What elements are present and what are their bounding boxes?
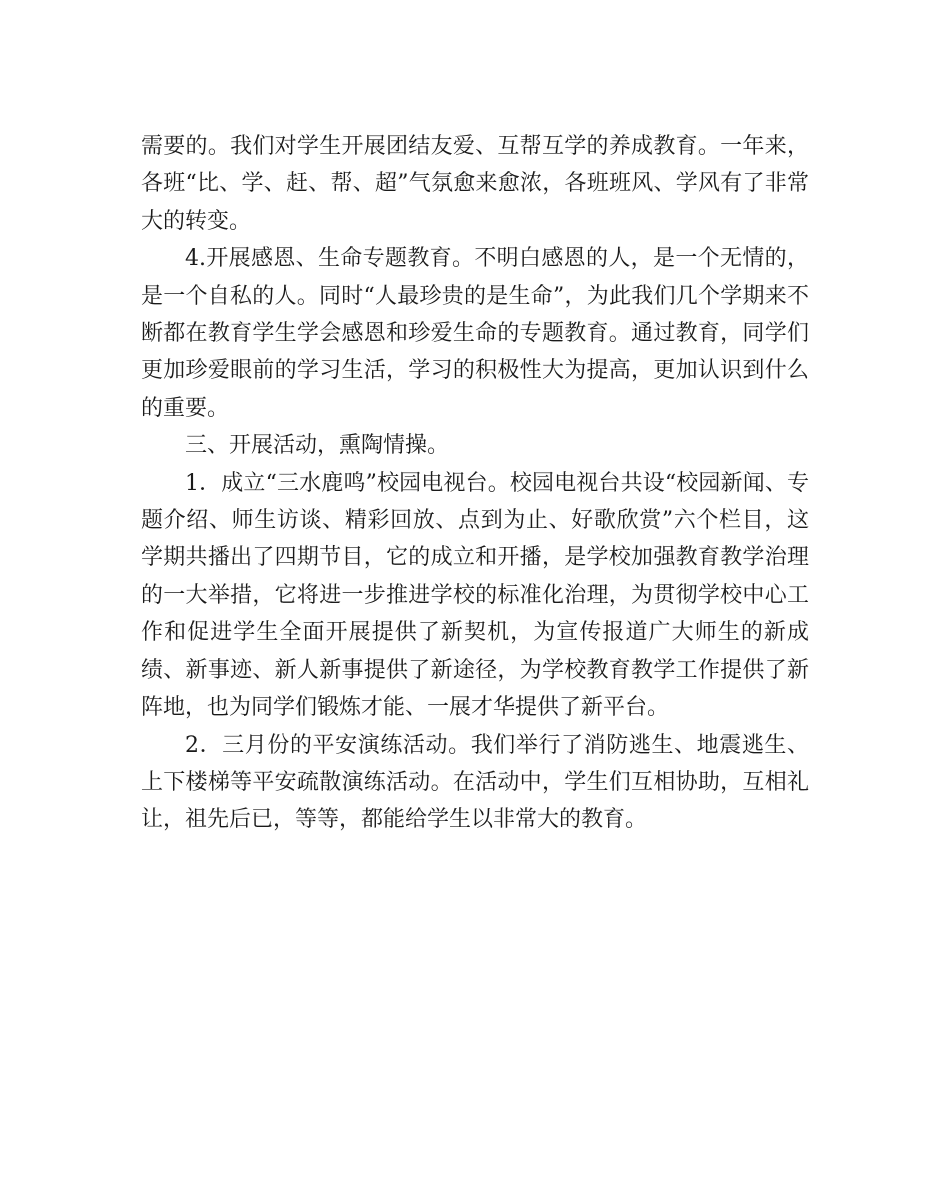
paragraph-gratitude-life-education: 4.开展感恩、生命专题教育。不明白感恩的人，是一个无情的，是一个自私的人。同时“人最珍贵的是生命”，为此我们几个学期来不断都在教育学生学会感恩和珍爱生命的专题教育。通过教育，同学们更加珍爱眼前的学习生活，学习的积极性大为提高，更加认识到什么的重要。 <box>141 246 809 421</box>
section-heading-activities: 三、开展活动，熏陶情操。 <box>185 433 450 459</box>
paragraph-campus-tv: 1．成立“三水鹿鸣”校园电视台。校园电视台共设“校园新闻、专题介绍、师生访谈、精彩回放、点到为止、好歌欣赏”六个栏目，这学期共播出了四期节目，它的成立和开播，是学校加强教育教学治理的一大举措，它将进一步推进学校的标准化治理，为贯彻学校中心工作和促进学生全面开展提供了新契机，为宣传报道广大师生的新成绩、新事迹、新人新事提供了新途径，为学校教育教学工作提供了新阵地，也为同学们锻炼才能、一展才华提供了新平台。 <box>141 470 809 721</box>
paragraph-continuation: 需要的。我们对学生开展团结友爱、互帮互学的养成教育。一年来，各班“比、学、赶、帮、超”气氛愈来愈浓，各班班风、学风有了非常大的转变。 <box>141 134 809 234</box>
paragraph-safety-drill: 2．三月份的平安演练活动。我们举行了消防逃生、地震逃生、上下楼梯等平安疏散演练活动。在活动中，学生们互相协助，互相礼让，祖先后已，等等，都能给学生以非常大的教育。 <box>141 732 809 833</box>
document-body <box>141 128 809 839</box>
